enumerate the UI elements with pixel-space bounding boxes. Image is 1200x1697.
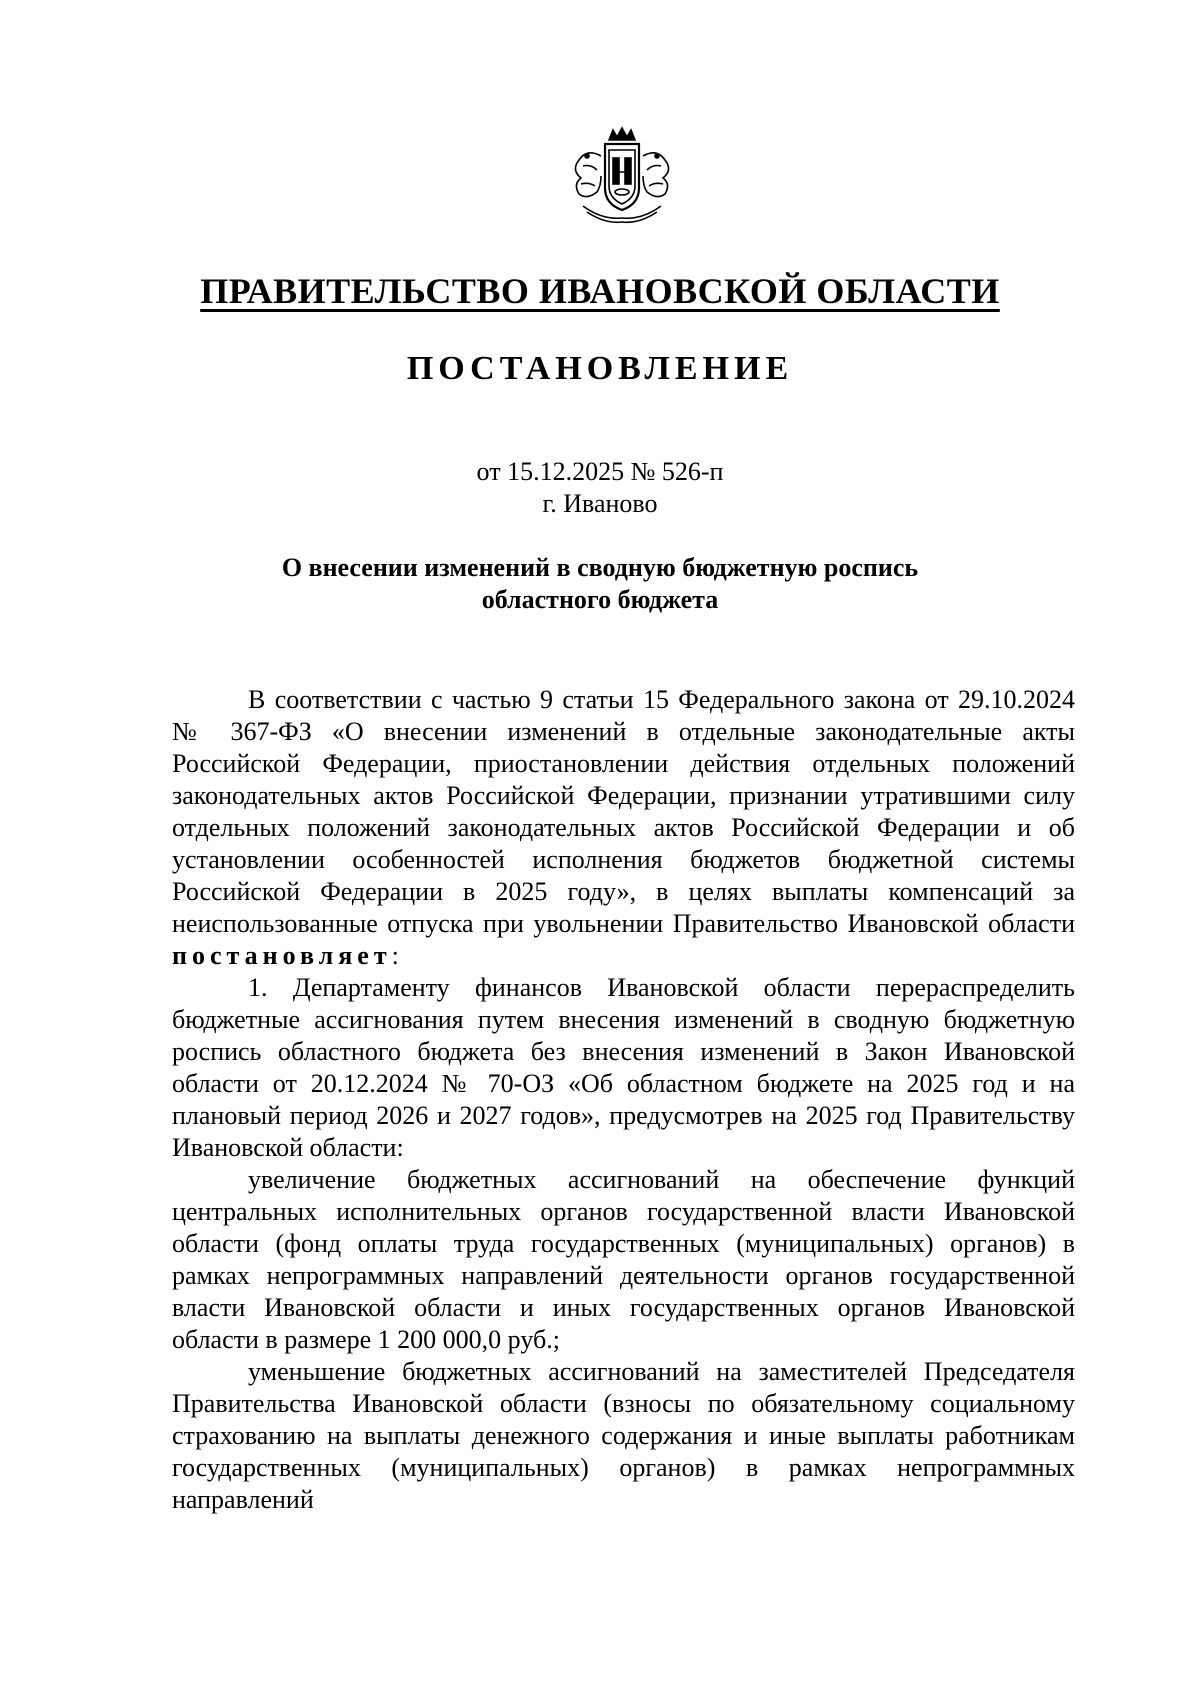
document-meta (0, 456, 1200, 520)
paragraph-1: 1. Департаменту финансов Ивановской области перераспределить бюджетные ассигнования путем внесения изменений в сводную бюджетную роспись областного бюджета без внесения изменений в Закон Ивановской области от 20.12.2024 № 70-ОЗ «Об областном бюджете на 2025 год и на плановый период 2026 и 2027 годов», предусмотрев на 2025 год Правительству Ивановской области: (172, 973, 1075, 1162)
city: г. Иваново (542, 489, 658, 518)
preamble-colon: : (391, 941, 399, 970)
government-title (0, 270, 1200, 312)
subject-line-2: областного бюджета (481, 585, 719, 614)
ivanovo-coat-of-arms-icon (557, 126, 687, 226)
paragraph-preamble (172, 684, 1075, 972)
date-number: от 15.12.2025 № 526-п (476, 457, 724, 486)
preamble-text: В соответствии с частью 9 статьи 15 Федерального закона от 29.10.2024 № 367-ФЗ «О внесении изменений в отдельные законодательные акты Российской Федерации, приостановлении действия отдельных положений законодательных актов Российской Федерации, признании утратившими силу отдельных положений законодательных актов Российской Федерации и об установлении особенностей исполнения бюджетов бюджетной системы Российской Федерации в 2025 году», в целях выплаты компенсаций за неиспользованные отпуска при увольнении Правительство Ивановской области (172, 685, 1075, 938)
resolves-keyword: постановляет (172, 941, 392, 970)
paragraph-decrease: уменьшение бюджетных ассигнований на заместителей Председателя Правительства Ивановской области (взносы по обязательному социальному страхованию на выплаты денежного содержания и иные выплаты работникам государственных (муниципальных) органов) в рамках непрограммных направлений (172, 1357, 1075, 1514)
subject-line-1: О внесении изменений в сводную бюджетную роспись (281, 553, 919, 582)
document-type: ПОСТАНОВЛЕНИЕ (406, 350, 794, 387)
government-name: ПРАВИТЕЛЬСТВО ИВАНОВСКОЙ ОБЛАСТИ (200, 271, 1000, 311)
paragraph-increase: увеличение бюджетных ассигнований на обеспечение функций центральных исполнительных органов государственной власти Ивановской области (фонд оплаты труда государственных (муниципальных) органов) в рамках непрограммных направлений деятельности органов государственной власти Ивановской области и иных государственных органов Ивановской области в размере 1 200 000,0 руб.; (172, 1165, 1075, 1354)
document-subject (0, 552, 1200, 616)
document-body (172, 684, 1075, 1516)
